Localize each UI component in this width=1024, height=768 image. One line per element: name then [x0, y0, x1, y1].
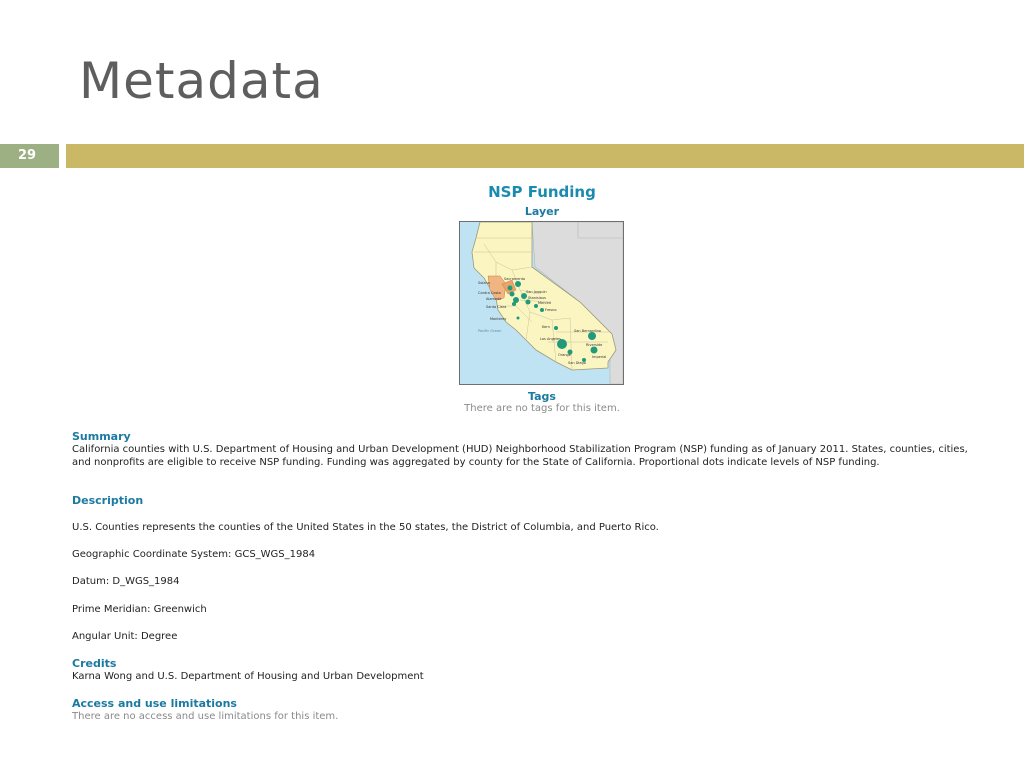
slide-number: 29 — [0, 144, 59, 168]
tags-empty-text: There are no tags for this item. — [464, 403, 620, 414]
dot-san-bernardino — [588, 332, 596, 340]
summary-text-line-2: and nonprofits are eligible to receive NSP funding. Funding was aggregated by county for the State of California. Proportional dots indicate levels of NSP funding. — [72, 457, 880, 468]
credits-section — [72, 657, 1007, 683]
label-alameda: Alameda — [486, 297, 502, 301]
dot-contra-costa — [510, 292, 515, 297]
dot-monterey — [517, 317, 520, 320]
label-san-bernardino: San Bernardino — [574, 329, 601, 333]
summary-heading: Summary — [72, 430, 131, 443]
credits-text: Karna Wong and U.S. Department of Housing and Urban Development — [72, 671, 424, 682]
label-merced: Merced — [538, 301, 551, 305]
label-imperial: Imperial — [592, 355, 607, 359]
description-line: U.S. Counties represents the counties of the United States in the 50 states, the District of Columbia, and Puerto Rico. — [72, 522, 659, 533]
item-title: NSP Funding — [488, 183, 596, 201]
california-map — [460, 222, 623, 384]
description-heading: Description — [72, 494, 144, 507]
label-sacramento: Sacramento — [504, 277, 526, 281]
label-orange: Orange — [558, 353, 571, 357]
label-contra-costa: Contra Costa — [478, 291, 501, 295]
label-riverside: Riverside — [586, 343, 603, 347]
dot-stanislaus — [526, 300, 531, 305]
dot-solano — [508, 286, 513, 291]
label-solano: Solano — [478, 281, 490, 285]
dot-riverside — [591, 347, 598, 354]
label-santa-clara: Santa Clara — [486, 305, 507, 309]
item-type: Layer — [524, 205, 560, 218]
description-line: Datum: D_WGS_1984 — [72, 576, 180, 587]
description-section — [72, 494, 1007, 507]
description-line: Prime Meridian: Greenwich — [72, 604, 207, 615]
label-kern: Kern — [542, 325, 550, 329]
dot-santa-clara — [512, 302, 516, 306]
access-text: There are no access and use limitations for this item. — [72, 711, 339, 722]
access-section — [72, 697, 1007, 723]
summary-text-line-1: California counties with U.S. Department of Housing and Urban Development (HUD) Neighborhood Stabilization Program (NSP) funding as of January 2011. States, counties, cities, — [72, 444, 968, 455]
dot-kern — [554, 326, 558, 330]
label-san-joaquin: San Joaquin — [526, 290, 547, 294]
description-line: Geographic Coordinate System: GCS_WGS_1984 — [72, 549, 316, 560]
tags-label: Tags — [528, 390, 556, 403]
description-line: Angular Unit: Degree — [72, 631, 178, 642]
label-ocean: Pacific Ocean — [478, 329, 502, 333]
summary-section — [72, 430, 1007, 469]
label-stanislaus: Stanislaus — [528, 296, 546, 300]
slide-title: Metadata — [79, 52, 324, 110]
map-thumbnail — [459, 221, 624, 385]
label-los-angeles: Los Angeles — [540, 337, 561, 341]
credits-heading: Credits — [72, 657, 117, 670]
access-heading: Access and use limitations — [72, 697, 237, 710]
label-monterey: Monterey — [490, 317, 507, 321]
label-fresno: Fresno — [545, 308, 557, 312]
title-rule-bar — [66, 144, 1024, 168]
label-san-diego: San Diego — [568, 361, 586, 365]
dot-fresno — [540, 308, 544, 312]
dot-sacramento — [515, 281, 521, 287]
